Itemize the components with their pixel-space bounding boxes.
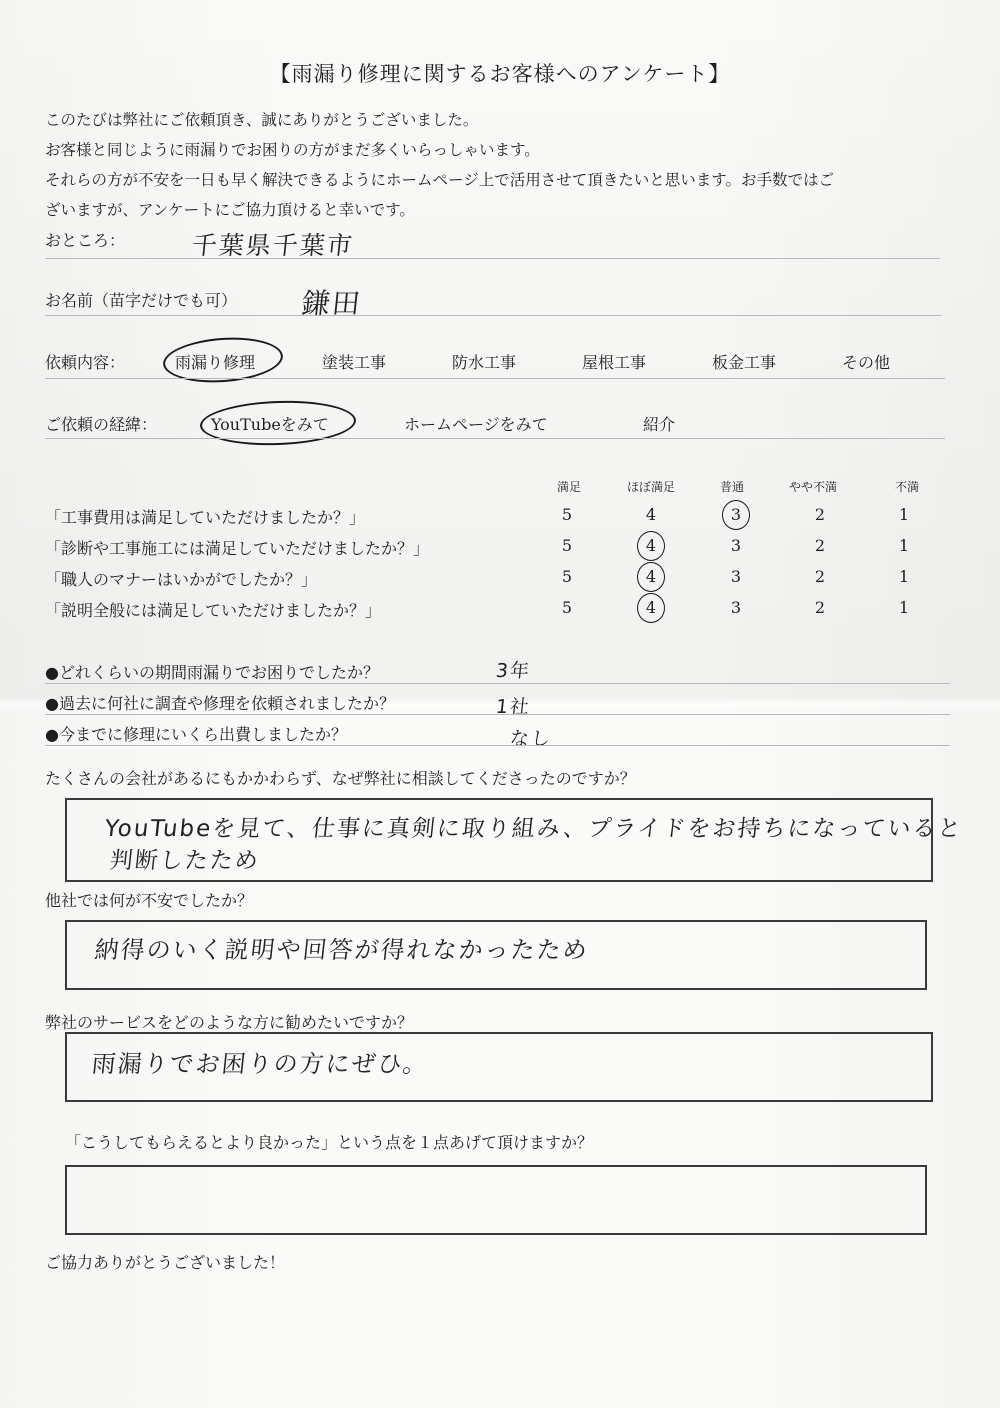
rating-4-selected-circle — [637, 593, 665, 623]
long-question-2: 他社では何が不安でしたか？ — [45, 891, 254, 910]
short-rule-1 — [45, 683, 950, 684]
rating-header-somewhat-dissatisfied: やや不満 — [788, 480, 837, 494]
rating-1-option-2[interactable]: 2 — [814, 505, 826, 524]
intro-line-4: ざいますが、アンケートにご協力頂けると幸いです。 — [45, 201, 415, 219]
rating-question-4: 「説明全般には満足していただけましたか？」 — [45, 601, 382, 620]
rating-2-selected-circle — [637, 531, 665, 561]
long-answer-3-line-1: 雨漏りでお困りの方にぜひ。 — [90, 1050, 431, 1078]
rating-2-option-3[interactable]: 3 — [730, 536, 742, 555]
intro-line-2: お客様と同じように雨漏りでお困りの方がまだ多くいらっしゃいます。 — [45, 141, 540, 159]
short-rule-2 — [45, 714, 950, 715]
request-rule — [45, 378, 945, 379]
rating-4-option-3[interactable]: 3 — [730, 598, 742, 617]
rating-2-option-5[interactable]: 5 — [561, 536, 573, 555]
address-value: 千葉県千葉市 — [190, 231, 356, 260]
request-label: 依頼内容： — [45, 353, 126, 372]
source-rule — [45, 438, 945, 439]
request-option-painting[interactable]: 塗装工事 — [322, 353, 387, 372]
intro-line-3: それらの方が不安を一日も早く解決できるようにホームページ上で活用させて頂きたいと思います。お手数ではご — [45, 171, 834, 189]
request-option-roofing[interactable]: 屋根工事 — [582, 353, 647, 372]
rating-3-option-2[interactable]: 2 — [814, 567, 826, 586]
name-rule — [45, 315, 942, 316]
short-answer-3: なし — [508, 728, 554, 750]
long-answer-1-line-1: YouTubeを見て、仕事に真剣に取り組み、プライドをお持ちになっていると — [103, 816, 964, 842]
rating-3-option-5[interactable]: 5 — [561, 567, 573, 586]
long-answer-2-line-1: 納得のいく説明や回答が得れなかったため — [93, 936, 591, 964]
answer-box-4[interactable] — [65, 1165, 927, 1235]
name-label: お名前（苗字だけでも可） — [45, 291, 238, 310]
rating-header-dissatisfied: 不満 — [894, 480, 919, 494]
request-option-rain-leak[interactable]: 雨漏り修理 — [175, 353, 256, 372]
source-option-homepage[interactable]: ホームページをみて — [404, 415, 548, 434]
rating-1-selected-circle — [722, 500, 750, 530]
long-question-1: たくさんの会社があるにもかかわらず、なぜ弊社に相談してくださったのですか？ — [45, 769, 636, 788]
rating-3-selected-circle — [637, 562, 665, 592]
rating-header-satisfied: 満足 — [556, 480, 581, 494]
source-selected-circle — [199, 398, 356, 447]
name-value: 鎌田 — [300, 287, 364, 320]
rating-question-2: 「診断や工事施工には満足していただけましたか？」 — [45, 539, 430, 558]
rating-2-option-4[interactable]: 4 — [645, 536, 657, 555]
long-question-4: 「こうしてもらえるとより良かった」という点を１点あげて頂けますか？ — [65, 1133, 594, 1152]
rating-question-1: 「工事費用は満足していただけましたか？」 — [45, 508, 366, 527]
rating-header-mostly-satisfied: ほぼ満足 — [626, 480, 675, 494]
rating-header-neutral: 普通 — [719, 480, 744, 494]
rating-1-option-4[interactable]: 4 — [645, 505, 657, 524]
source-label: ご依頼の経緯： — [45, 415, 158, 434]
short-rule-3 — [45, 745, 950, 746]
rating-3-option-4[interactable]: 4 — [645, 567, 657, 586]
survey-title: 【雨漏り修理に関するお客様へのアンケート】 — [269, 62, 731, 86]
intro-line-1: このたびは弊社にご依頼頂き、誠にありがとうございました。 — [45, 111, 479, 129]
long-answer-1-line-2: 判断したため — [108, 848, 262, 874]
request-option-other[interactable]: その他 — [842, 353, 891, 372]
address-label: おところ： — [45, 231, 126, 250]
short-answer-1: 3年 — [494, 660, 533, 682]
short-question-1: ●どれくらいの期間雨漏りでお困りでしたか？ — [45, 663, 379, 682]
long-question-3: 弊社のサービスをどのような方に勧めたいですか？ — [45, 1013, 414, 1032]
short-question-3: ●今までに修理にいくら出費しましたか？ — [45, 725, 347, 744]
rating-3-option-1[interactable]: 1 — [898, 567, 910, 586]
rating-question-3: 「職人のマナーはいかがでしたか？」 — [45, 570, 318, 589]
source-option-youtube[interactable]: YouTubeをみて — [211, 415, 329, 434]
rating-2-option-2[interactable]: 2 — [814, 536, 826, 555]
rating-4-option-4[interactable]: 4 — [645, 598, 657, 617]
request-option-sheet-metal[interactable]: 板金工事 — [712, 353, 777, 372]
short-question-2: ●過去に何社に調査や修理を依頼されましたか？ — [45, 694, 395, 713]
rating-1-option-5[interactable]: 5 — [561, 505, 573, 524]
source-option-referral[interactable]: 紹介 — [643, 415, 676, 434]
rating-1-option-1[interactable]: 1 — [898, 505, 910, 524]
address-rule — [45, 258, 940, 259]
short-answer-2: 1社 — [494, 696, 533, 718]
rating-1-option-3[interactable]: 3 — [730, 505, 742, 524]
request-option-waterproofing[interactable]: 防水工事 — [452, 353, 517, 372]
rating-2-option-1[interactable]: 1 — [898, 536, 910, 555]
rating-4-option-5[interactable]: 5 — [561, 598, 573, 617]
rating-3-option-3[interactable]: 3 — [730, 567, 742, 586]
rating-4-option-1[interactable]: 1 — [898, 598, 910, 617]
closing-text: ご協力ありがとうございました！ — [45, 1253, 286, 1272]
rating-4-option-2[interactable]: 2 — [814, 598, 826, 617]
